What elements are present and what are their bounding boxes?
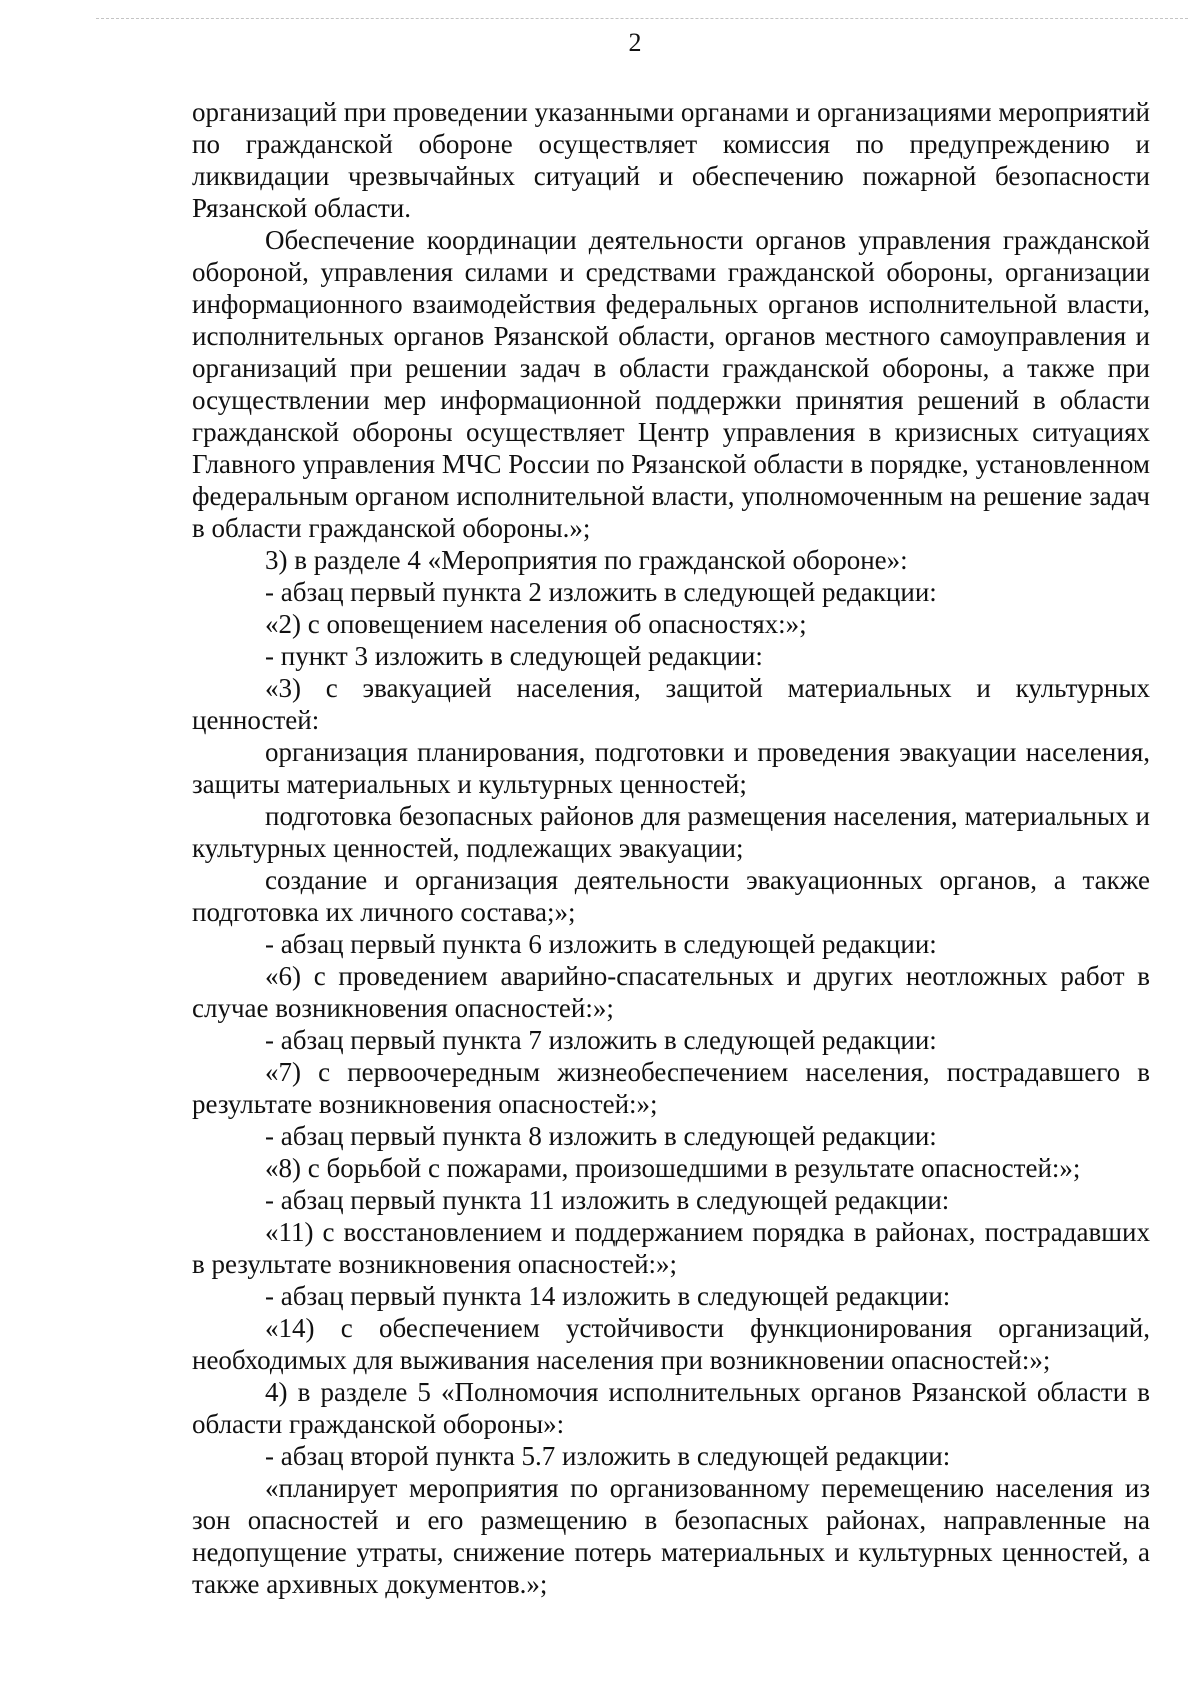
paragraph: - абзац первый пункта 14 изложить в следующей редакции: [265,1281,951,1311]
paragraph: Обеспечение координации деятельности органов управления гражданской обороной, управления силами и средствами гражданской обороны, организации информационного взаимодействия федеральных органов исполнительной власти, исполнительных органов Рязанской области, органов местного самоуправления и организаций при решении задач в области гражданской обороны, а также при осуществлении мер информационной поддержки принятия решений в области гражданской обороны осуществляет Центр управления в кризисных ситуациях Главного управления МЧС России по Рязанской области в порядке, установленном федеральным органом исполнительной власти, уполномоченным на решение задач в области гражданской обороны.»; [192,225,1150,543]
paragraph: подготовка безопасных районов для размещения населения, материальных и культурных ценностей, подлежащих эвакуации; [192,801,1150,863]
paragraph: - абзац первый пункта 8 изложить в следующей редакции: [265,1121,937,1151]
paragraph: организация планирования, подготовки и проведения эвакуации населения, защиты материальных и культурных ценностей; [192,737,1150,799]
paragraph: - абзац первый пункта 11 изложить в следующей редакции: [265,1185,950,1215]
paragraph: «3) с эвакуацией населения, защитой материальных и культурных ценностей: [192,673,1150,735]
document-body [192,96,1150,1600]
page-number: 2 [628,28,642,57]
paragraph: «8) с борьбой с пожарами, произошедшими в результате опасностей:»; [265,1153,1081,1183]
paragraph: создание и организация деятельности эвакуационных органов, а также подготовка их личного состава;»; [192,865,1150,927]
paragraph: «планирует мероприятия по организованному перемещению населения из зон опасностей и его размещению в безопасных районах, направленные на недопущение утраты, снижение потерь материальных и культурных ценностей, а также архивных документов.»; [192,1473,1150,1599]
scan-edge-line [96,18,1188,19]
paragraph: «11) с восстановлением и поддержанием порядка в районах, пострадавших в результате возникновения опасностей:»; [192,1217,1150,1279]
paragraph: «2) с оповещением населения об опасностях:»; [265,609,807,639]
paragraph: - пункт 3 изложить в следующей редакции: [265,641,763,671]
paragraph: - абзац первый пункта 2 изложить в следующей редакции: [265,577,937,607]
paragraph: «6) с проведением аварийно-спасательных и других неотложных работ в случае возникновения опасностей:»; [192,961,1150,1023]
paragraph: 3) в разделе 4 «Мероприятия по гражданской обороне»: [265,545,908,575]
paragraph: «14) с обеспечением устойчивости функционирования организаций, необходимых для выживания населения при возникновении опасностей:»; [192,1313,1150,1375]
paragraph: - абзац первый пункта 6 изложить в следующей редакции: [265,929,937,959]
paragraph: - абзац первый пункта 7 изложить в следующей редакции: [265,1025,937,1055]
paragraph: «7) с первоочередным жизнеобеспечением населения, пострадавшего в результате возникновения опасностей:»; [192,1057,1150,1119]
paragraph: организаций при проведении указанными органами и организациями мероприятий по гражданской обороне осуществляет комиссия по предупреждению и ликвидации чрезвычайных ситуаций и обеспечению пожарной безопасности Рязанской области. [192,97,1150,223]
paragraph: 4) в разделе 5 «Полномочия исполнительных органов Рязанской области в области гражданской обороны»: [192,1377,1150,1439]
paragraph: - абзац второй пункта 5.7 изложить в следующей редакции: [265,1441,951,1471]
